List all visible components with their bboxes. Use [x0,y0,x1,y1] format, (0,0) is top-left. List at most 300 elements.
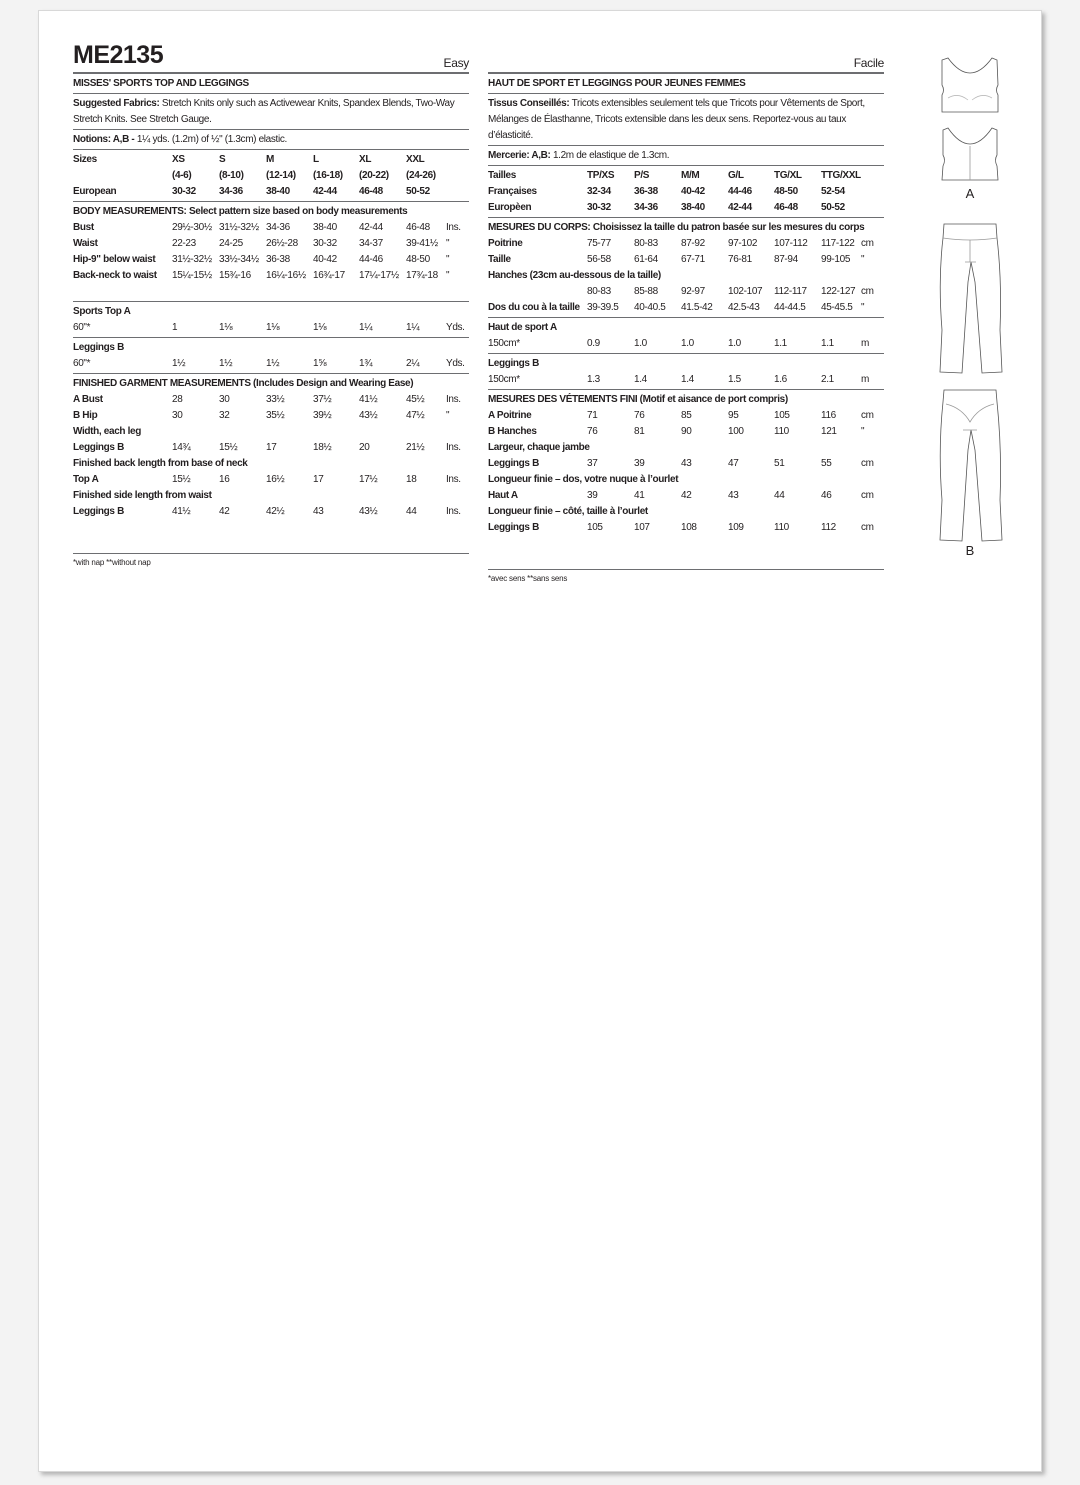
size-value: 33½-34½ [219,253,259,265]
size-value: 71 [587,409,598,421]
row-label: Taille [488,253,511,265]
size-value: 42½ [266,505,285,517]
size-value: 110 [774,521,789,533]
size-value: (16-18) [313,169,343,181]
size-value: 97-102 [728,237,758,249]
size-value: 1¼ [406,321,420,333]
size-value: 51 [774,457,785,469]
table-row [73,168,469,184]
section-heading: Largeur, chaque jambe [488,441,590,453]
size-value: 1.4 [681,373,694,385]
size-value: 41½ [359,393,378,405]
section-heading: BODY MEASUREMENTS: Select pattern size based on body measurements [73,205,408,217]
divider [73,149,469,150]
size-value: 100 [728,425,744,437]
unit-label: Ins. [446,505,461,517]
notions [73,132,469,148]
size-value: TG/XL [774,169,802,181]
divider [73,129,469,130]
size-value: 30 [172,409,183,421]
unit-label: " [446,253,450,265]
size-value: 17 [266,441,277,453]
size-value: 1¼ [359,321,373,333]
size-value: 67-71 [681,253,705,265]
divider [488,389,884,390]
size-value: 15¾-16 [219,269,251,281]
table-row [73,268,469,284]
size-value: 109 [728,521,744,533]
section-heading: Sports Top A [73,305,131,317]
fabrics-text: Tricots extensibles seulement tels que Tricots pour Vêtements de Sport, Mélanges de Élasthanne, Tricots extensible dans les deux sens. Reportez-vous au taux d’élasticité. [488,97,865,141]
table-row [488,236,884,252]
size-value: 55 [821,457,832,469]
size-value: 44-46 [359,253,383,265]
size-value: 112 [821,521,836,533]
size-value: 37½ [313,393,332,405]
size-value: 1.1 [821,337,834,349]
size-value: 17¼-17½ [359,269,399,281]
leggings-b-front-sketch [940,224,1002,373]
size-value: 16½ [266,473,285,485]
divider [488,569,884,570]
unit-label: cm [861,285,874,297]
size-value: 41½ [172,505,191,517]
unit-label: Ins. [446,221,461,233]
size-value: 43 [681,457,692,469]
size-value: 1.0 [634,337,647,349]
size-value: G/L [728,169,744,181]
difficulty-label: Facile [853,56,884,70]
size-value: (12-14) [266,169,296,181]
size-value: 1⅛ [266,321,280,333]
row-label: Leggings B [73,505,124,517]
size-value: 76-81 [728,253,752,265]
size-value: 107-112 [774,237,808,249]
divider [488,145,884,146]
size-value: 43 [313,505,324,517]
section-heading: MESURES DU CORPS: Choisissez la taille du patron basée sur les mesures du corps [488,221,865,233]
size-value: XL [359,153,372,165]
row-label: 150cm* [488,337,520,349]
size-value: 90 [681,425,692,437]
size-value: 107 [634,521,650,533]
unit-label: cm [861,409,874,421]
size-value: 1⅛ [313,321,327,333]
size-value: 37 [587,457,598,469]
size-value: 38-40 [266,185,290,197]
size-tables [488,165,884,570]
pattern-heading: MISSES' SPORTS TOP AND LEGGINGS [73,77,249,89]
size-value: 43½ [359,505,378,517]
section-heading: Haut de sport A [488,321,557,333]
size-value: 42 [681,489,692,501]
size-value: 34-36 [219,185,243,197]
size-value: 18½ [313,441,332,453]
size-value: 35½ [266,409,285,421]
size-value: 18 [406,473,417,485]
table-row [73,320,469,336]
size-value: 50-52 [406,185,430,197]
size-value: 1.0 [728,337,741,349]
section-heading: FINISHED GARMENT MEASUREMENTS (Includes Design and Wearing Ease) [73,377,414,389]
size-value: 21½ [406,441,425,453]
size-value: 1.3 [587,373,600,385]
unit-label: " [861,301,865,313]
size-value: 39½ [313,409,332,421]
size-value: 105 [587,521,603,533]
size-value: XXL [406,153,425,165]
notions-text: 1¼ yds. (1.2m) of ½" (1.3cm) elastic. [134,133,287,145]
size-value: 116 [821,409,836,421]
size-value: 87-94 [774,253,798,265]
size-value: 52-54 [821,185,845,197]
leggings-b-back-sketch [940,390,1002,541]
unit-label: " [446,409,450,421]
row-label: Hip-9" below waist [73,253,156,265]
size-value: 2.1 [821,373,834,385]
section-heading: Hanches (23cm au-dessous de la taille) [488,269,661,281]
row-label: Top A [73,473,99,485]
size-value: 44-46 [728,185,752,197]
top-a-front-sketch [942,58,998,112]
size-value: 117-122 [821,237,855,249]
row-label: Haut A [488,489,518,501]
notions-label: Notions: A,B - [73,133,135,145]
size-value: 46-48 [359,185,383,197]
size-value: 36-38 [634,185,658,197]
table-row [488,372,884,388]
row-label: Dos du cou à la taille [488,301,580,313]
table-row [488,300,884,316]
size-value: 46-48 [406,221,430,233]
size-value: 26½-28 [266,237,298,249]
unit-label: m [861,337,869,349]
size-value: 46 [821,489,832,501]
size-value: 2¼ [406,357,420,369]
size-value: (4-6) [172,169,192,181]
row-label: Leggings B [488,457,539,469]
size-tables [73,149,469,554]
table-row [73,252,469,268]
row-label: Poitrine [488,237,523,249]
title-bar [73,40,469,71]
spacer [73,284,469,300]
section-heading: Width, each leg [73,425,142,437]
size-value: 47½ [406,409,425,421]
size-value: 110 [774,425,789,437]
size-value: 33½ [266,393,285,405]
size-value: (24-26) [406,169,436,181]
divider [73,72,469,74]
row-label: 60"* [73,321,91,333]
row-label: Leggings B [488,521,539,533]
divider [73,553,469,554]
size-value: 34-36 [266,221,290,233]
unit-label: cm [861,237,874,249]
size-value: 61-64 [634,253,658,265]
size-value: 1.4 [634,373,647,385]
size-value: 30-32 [313,237,337,249]
size-value: 1.0 [681,337,694,349]
unit-label: " [446,269,450,281]
size-value: 17½ [359,473,378,485]
divider [488,317,884,318]
size-value: 95 [728,409,739,421]
size-value: 46-48 [774,201,798,213]
size-value: 43 [728,489,739,501]
size-value: 38-40 [313,221,337,233]
unit-label: m [861,373,869,385]
section-heading: MESURES DES VÉTEMENTS FINI (Motif et aisance de port compris) [488,393,788,405]
section-heading: Leggings B [488,357,539,369]
size-value: 1½ [172,357,186,369]
size-value: 44 [774,489,785,501]
size-value: 105 [774,409,790,421]
row-label: 60"* [73,357,91,369]
size-value: (20-22) [359,169,389,181]
table-row [73,152,469,168]
table-row [73,408,469,424]
unit-label: " [446,237,450,249]
size-value: 31½-32½ [219,221,259,233]
size-value: 112-117 [774,285,807,297]
garment-sketches [930,50,1010,560]
size-value: 16¼-16½ [266,269,306,281]
size-value: 99-105 [821,253,851,265]
row-label: B Hip [73,409,98,421]
unit-label: cm [861,521,874,533]
unit-label: " [861,425,865,437]
size-value: 17¾-18 [406,269,438,281]
size-value: 34-36 [634,201,658,213]
size-value: 40-42 [681,185,705,197]
size-value: 75-77 [587,237,611,249]
section-heading: Finished back length from base of neck [73,457,248,469]
fabrics-label: Suggested Fabrics: [73,97,160,109]
french-column [488,40,884,586]
size-value: 48-50 [774,185,798,197]
size-value: 43½ [359,409,378,421]
table-row [73,356,469,372]
view-label-b: B [965,543,975,558]
size-value: M/M [681,169,700,181]
pattern-heading: HAUT DE SPORT ET LEGGINGS POUR JEUNES FEMMES [488,77,746,89]
size-value: 1.5 [728,373,741,385]
unit-label: cm [861,457,874,469]
row-label: Tailles [488,169,516,181]
table-row [73,472,469,488]
spacer [73,536,469,552]
divider [73,201,469,202]
size-value: 29½-30½ [172,221,212,233]
suggested-fabrics [488,96,884,144]
table-row [488,252,884,268]
size-value: 44-44.5 [774,301,806,313]
table-row [488,456,884,472]
size-value: 80-83 [634,237,658,249]
spacer [73,520,469,536]
size-value: 24-25 [219,237,243,249]
row-label: A Bust [73,393,103,405]
size-value: 85-88 [634,285,658,297]
unit-label: Yds. [446,321,465,333]
size-value: 40-40.5 [634,301,666,313]
size-value: 42.5-43 [728,301,760,313]
size-value: 41 [634,489,645,501]
spacer [488,552,884,568]
size-value: 76 [634,409,645,421]
size-value: 45-45.5 [821,301,853,313]
size-value: 14¾ [172,441,191,453]
section-heading: Longueur finie – dos, votre nuque à l’ourlet [488,473,679,485]
divider [73,337,469,338]
section-heading: Finished side length from waist [73,489,212,501]
notions-text: 1.2m de elastique de 1.3cm. [550,149,670,161]
divider [488,72,884,74]
fabrics-label: Tissus Conseillés: [488,97,570,109]
size-value: 38-40 [681,201,705,213]
size-value: 85 [681,409,692,421]
difficulty-label: Easy [443,56,469,70]
size-value: 40-42 [313,253,337,265]
footnote: *avec sens **sans sens [488,573,568,583]
size-value: 42-44 [359,221,383,233]
table-row [488,168,884,184]
unit-label: Ins. [446,473,461,485]
size-value: 1½ [266,357,280,369]
table-row [488,184,884,200]
size-value: 31½-32½ [172,253,212,265]
size-value: 76 [587,425,598,437]
unit-label: Yds. [446,357,465,369]
table-row [488,488,884,504]
row-label: Leggings B [73,441,124,453]
size-value: 15½ [219,441,238,453]
row-label: B Hanches [488,425,537,437]
size-value: 1⅛ [219,321,233,333]
size-value: 1¾ [359,357,373,369]
size-value: 47 [728,457,739,469]
table-row [488,284,884,300]
size-value: 1.6 [774,373,787,385]
unit-label: cm [861,489,874,501]
size-value: 15½ [172,473,191,485]
row-label: Back-neck to waist [73,269,157,281]
size-value: 0.9 [587,337,600,349]
size-value: 42-44 [313,185,337,197]
row-label: 150cm* [488,373,520,385]
size-value: 34-37 [359,237,383,249]
size-value: 39-39.5 [587,301,619,313]
notions-label: Mercerie: A,B: [488,149,551,161]
notions [488,148,884,164]
suggested-fabrics [73,96,469,128]
size-value: 50-52 [821,201,845,213]
size-value: 45½ [406,393,425,405]
size-value: 20 [359,441,370,453]
row-label: A Poitrine [488,409,532,421]
table-row [73,504,469,520]
size-value: S [219,153,226,165]
size-value: 122-127 [821,285,856,297]
size-value: TP/XS [587,169,615,181]
size-value: 32-34 [587,185,611,197]
size-value: M [266,153,274,165]
size-value: 1⅝ [313,357,327,369]
size-value: 22-23 [172,237,196,249]
size-value: 121 [821,425,837,437]
table-row [73,392,469,408]
size-value: 44 [406,505,417,517]
row-label: Waist [73,237,98,249]
divider [73,301,469,302]
divider [488,93,884,94]
english-column [73,40,469,570]
footnote: *with nap **without nap [73,557,151,567]
unit-label: Ins. [446,441,461,453]
row-label: Europèen [488,201,532,213]
size-value: L [313,153,319,165]
size-value: 92-97 [681,285,705,297]
view-label-a: A [965,186,975,201]
table-row [73,236,469,252]
size-value: 87-92 [681,237,705,249]
size-value: 42 [219,505,230,517]
divider [488,353,884,354]
size-value: 1 [172,321,178,333]
size-value: 1½ [219,357,233,369]
size-value: 39 [634,457,645,469]
pattern-number: ME2135 [73,41,164,69]
section-heading: Longueur finie – côté, taille à l’ourlet [488,505,648,517]
unit-label: Ins. [446,393,461,405]
size-value: 30-32 [587,201,611,213]
row-label: European [73,185,117,197]
table-row [488,336,884,352]
size-value: 102-107 [728,285,763,297]
size-value: TTG/XXL [821,169,861,181]
size-value: 1.1 [774,337,787,349]
divider [488,165,884,166]
table-row [488,200,884,216]
title-bar [488,40,884,71]
size-value: 36-38 [266,253,290,265]
size-value: 16¾-17 [313,269,345,281]
size-value: 30 [219,393,230,405]
size-value: 56-58 [587,253,611,265]
size-value: P/S [634,169,650,181]
size-value: 41.5-42 [681,301,713,313]
size-value: 42-44 [728,201,752,213]
row-label: Sizes [73,153,97,165]
size-value: 28 [172,393,183,405]
table-row [488,520,884,536]
size-value: 32 [219,409,230,421]
table-row [73,440,469,456]
unit-label: " [861,253,865,265]
row-label: Bust [73,221,94,233]
section-heading: Leggings B [73,341,124,353]
spacer [488,536,884,552]
table-row [488,408,884,424]
size-value: 30-32 [172,185,196,197]
divider [73,93,469,94]
size-value: XS [172,153,185,165]
size-value: 17 [313,473,324,485]
size-value: 80-83 [587,285,611,297]
size-value: 108 [681,521,697,533]
table-row [488,424,884,440]
